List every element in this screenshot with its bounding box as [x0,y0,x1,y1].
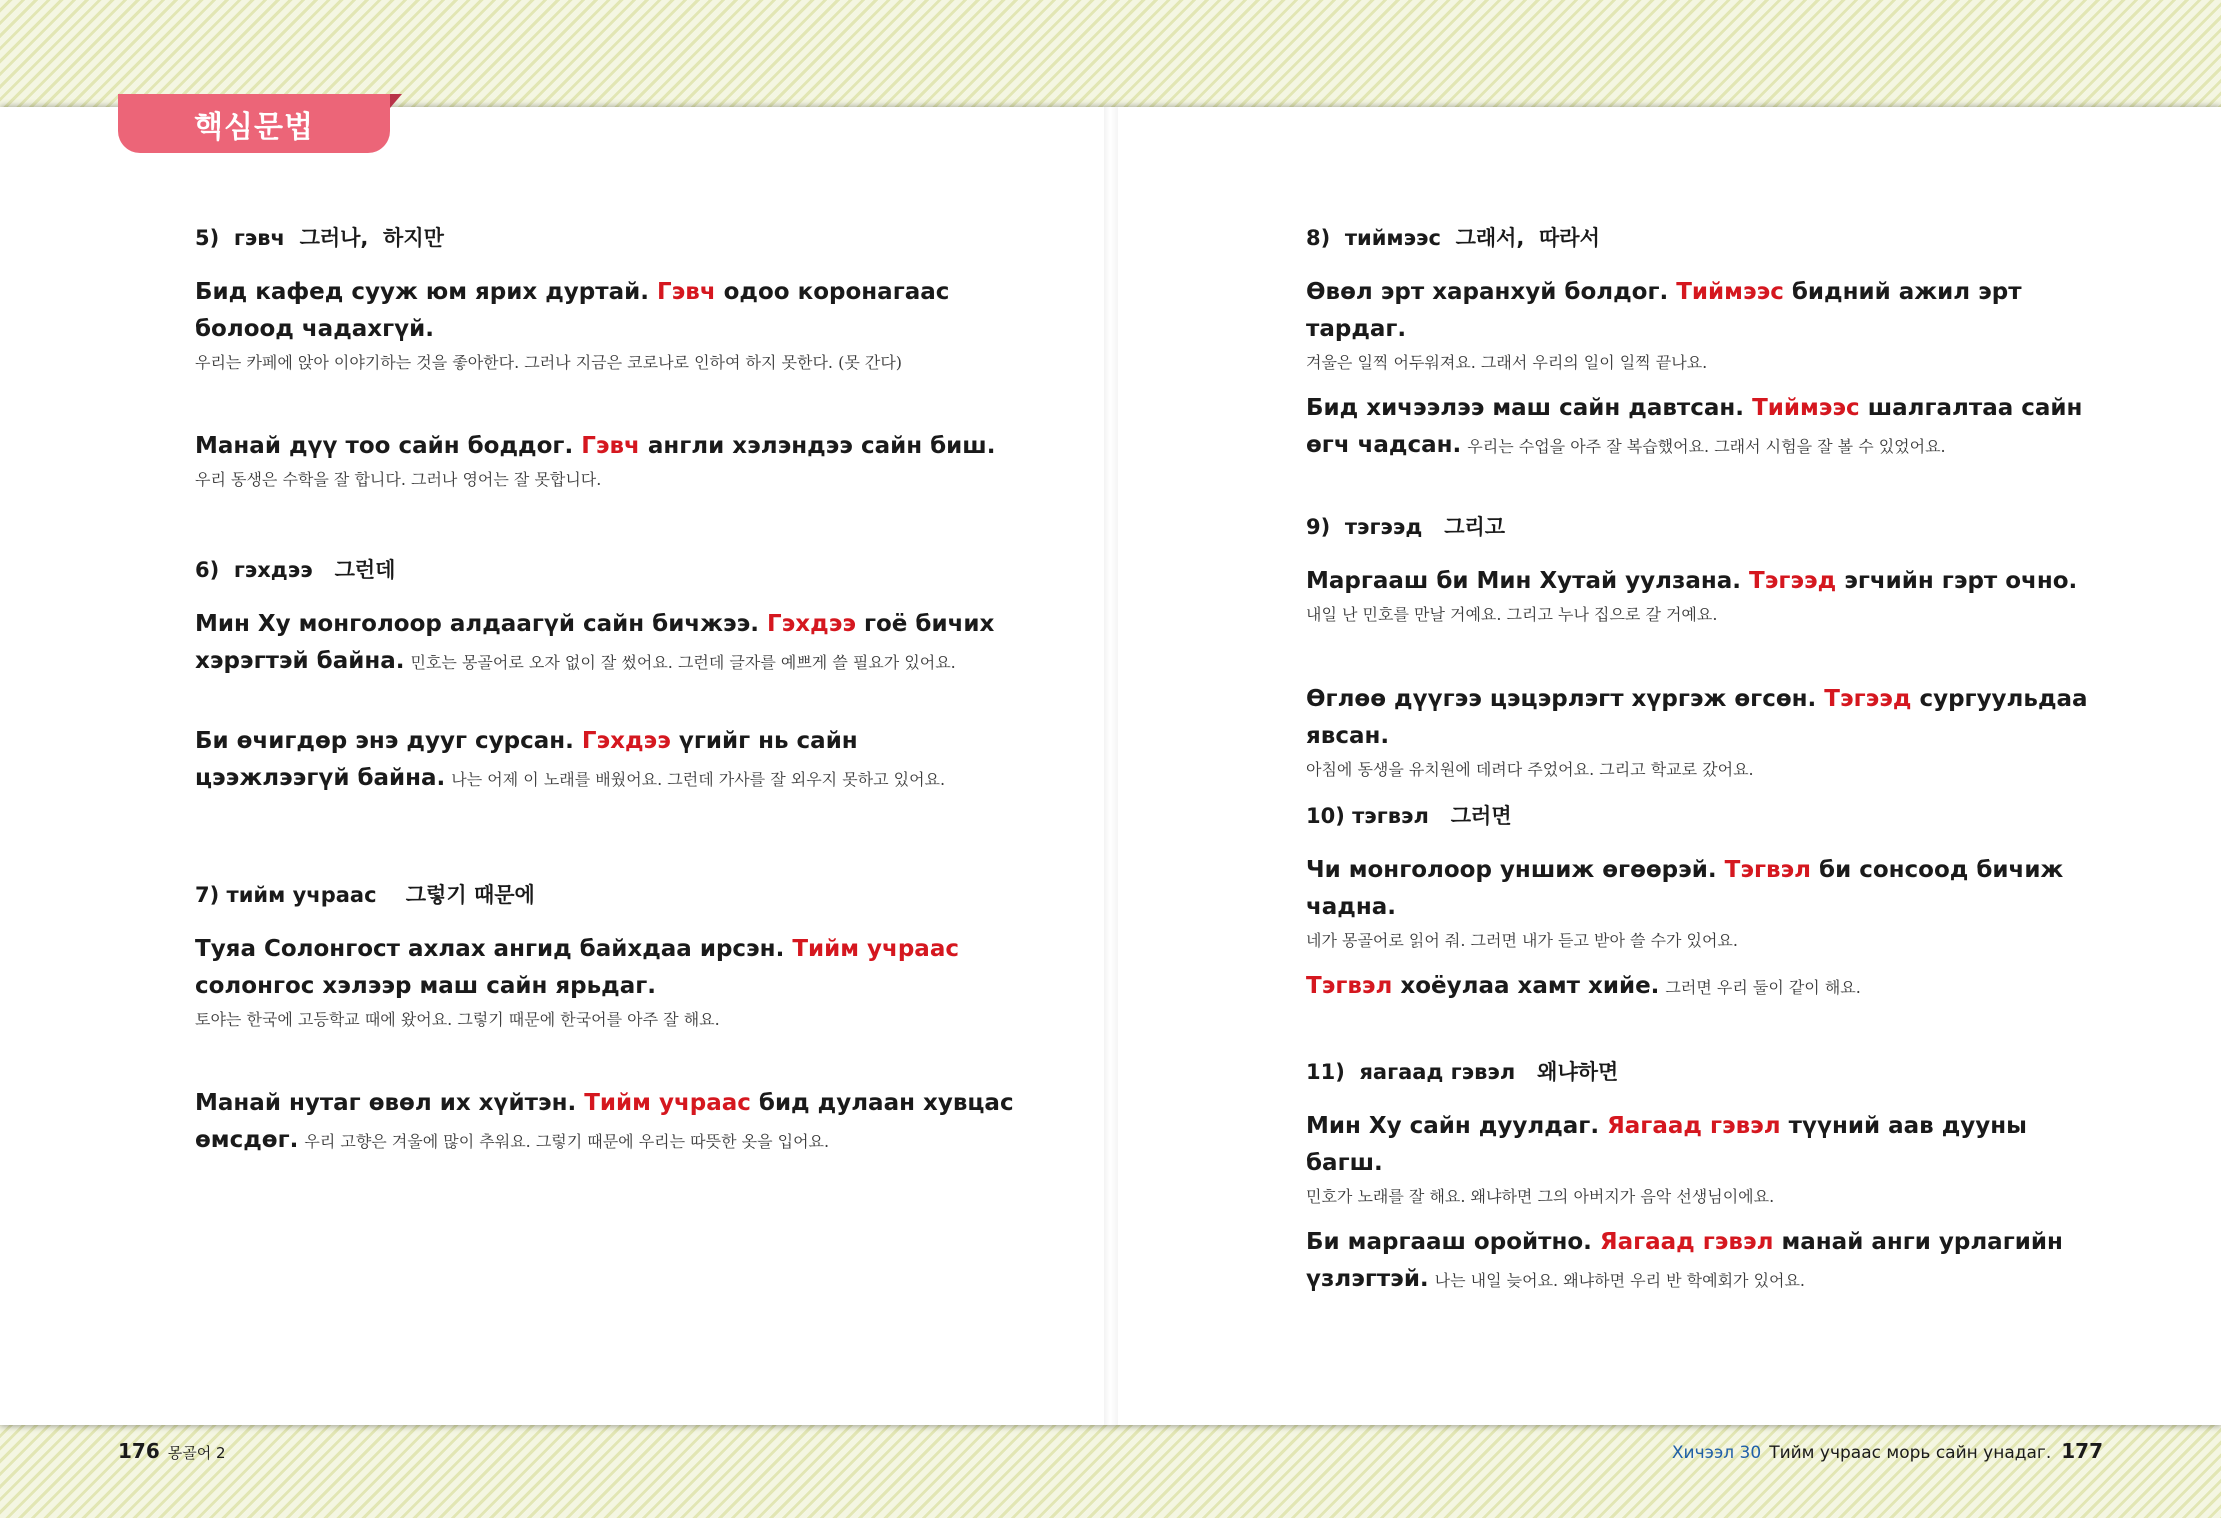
korean-translation: 우리 고향은 겨울에 많이 추워요. 그렇기 때문에 우리는 따뜻한 옷을 입어요. [304,1132,830,1151]
highlighted-conjunction: Тэгвэл [1724,857,1812,883]
highlighted-conjunction: Яагаад гэвэл [1599,1229,1774,1255]
highlighted-conjunction: Тэгээд [1749,568,1837,594]
grammar-heading-10: 10) тэгвэл 그러면 [1306,804,1512,828]
korean-translation: 우리는 카페에 앉아 이야기하는 것을 좋아한다. 그러나 지금은 코로나로 인하여 하지 못한다. (못 간다) [195,353,903,372]
mongolian-sentence: Бид кафед сууж юм ярих дуртай. Гэвч одоо коронагаас болоод чадахгүй. [195,279,950,342]
example-8b [1306,390,2106,464]
korean-translation: 민호가 노래를 잘 해요. 왜냐하면 그의 아버지가 음악 선생님이에요. [1306,1187,1775,1206]
example-7b [195,1085,1015,1159]
mongolian-sentence: Би өчигдөр энэ дууг сурсан. Гэхдээ үгийг нь сайн цээжлээгүй байна. 나는 어제 이 노래를 배웠어요. 그런데 가사를 잘 외우지 못하고 있어요. [195,728,946,791]
mongolian-sentence: Өвөл эрт харанхуй болдог. Тиймээс бидний ажил эрт тардаг. [1306,279,2022,342]
grammar-heading-11: 11) яагаад гэвэл 왜냐하면 [1306,1060,1619,1084]
example-6b [195,723,1015,797]
mongolian-sentence: Туяа Солонгост ахлах ангид байхдаа ирсэн. Тийм учраас солонгос хэлээр маш сайн ярьдаг. [195,936,959,999]
footer-left [118,1436,226,1468]
mongolian-sentence: Мин Ху сайн дуулдаг. Яагаад гэвэл түүний аав дууны багш. [1306,1113,2027,1176]
highlighted-conjunction: Тэгвэл [1306,973,1393,999]
mongolian-sentence: Манай дүү тоо сайн боддог. Гэвч англи хэлэндээ сайн биш. [195,433,996,459]
korean-translation: 우리는 수업을 아주 잘 복습했어요. 그래서 시험을 잘 볼 수 있었어요. [1467,437,1946,456]
mongolian-sentence: Бид хичээлээ маш сайн давтсан. Тиймээс шалгалтаа сайн өгч чадсан. 우리는 수업을 아주 잘 복습했어요. 그래서 시험을 잘 볼 수 있었어요. [1306,395,2083,458]
example-10b [1306,968,2106,1005]
mongolian-sentence: Чи монголоор уншиж өгөөрэй. Тэгвэл би сонсоод бичиж чадна. [1306,857,2064,920]
page-number-right: 177 [2061,1439,2103,1463]
korean-translation: 그러면 우리 둘이 같이 해요. [1665,978,1861,997]
grammar-heading-6: 6) гэхдээ 그런데 [195,558,396,582]
korean-translation: 우리 동생은 수학을 잘 합니다. 그러나 영어는 잘 못합니다. [195,470,602,489]
grammar-heading-9: 9) тэгээд 그리고 [1306,515,1506,539]
highlighted-conjunction: Яагаад гэвэл [1607,1113,1781,1139]
highlighted-conjunction: Тийм учраас [792,936,959,962]
korean-translation: 아침에 동생을 유치원에 데려다 주었어요. 그리고 학교로 갔어요. [1306,760,1754,779]
korean-translation: 민호는 몽골어로 오자 없이 잘 썼어요. 그런데 글자를 예쁘게 쓸 필요가 있어요. [410,653,956,672]
korean-translation: 나는 어제 이 노래를 배웠어요. 그런데 가사를 잘 외우지 못하고 있어요. [451,770,946,789]
example-6a [195,606,1015,680]
example-8a [1306,274,2106,378]
mongolian-sentence: Би маргааш оройтно. Яагаад гэвэл манай анги урлагийн үзлэгтэй. 나는 내일 늦어요. 왜냐하면 우리 반 학예회가 있어요. [1306,1229,2063,1292]
section-badge: 핵심문법 [118,94,390,153]
grammar-heading-7: 7) тийм учраас 그렇기 때문에 [195,883,535,907]
highlighted-conjunction: Тиймээс [1752,395,1860,421]
mongolian-sentence: Өглөө дүүгээ цэцэрлэгт хүргэж өгсөн. Тэгээд сургуульдаа явсан. [1306,686,2088,749]
highlighted-conjunction: Тэгээд [1824,686,1912,712]
badge-fold-decoration [390,94,402,108]
example-5b [195,428,1015,495]
grammar-heading-8: 8) тиймээс 그래서, 따라서 [1306,226,1600,250]
example-5a [195,274,1015,378]
page-number-left: 176 [118,1439,160,1463]
korean-translation: 토야는 한국에 고등학교 때에 왔어요. 그렇기 때문에 한국어를 아주 잘 해요. [195,1010,720,1029]
korean-translation: 나는 내일 늦어요. 왜냐하면 우리 반 학예회가 있어요. [1434,1271,1806,1290]
example-9b [1306,681,2106,785]
example-10a [1306,852,2106,956]
korean-translation: 겨울은 일찍 어두워져요. 그래서 우리의 일이 일찍 끝나요. [1306,353,1708,372]
lesson-label: Хичээл 30 [1671,1443,1762,1463]
korean-translation: 내일 난 민호를 만날 거예요. 그리고 누나 집으로 갈 거예요. [1306,605,1718,624]
highlighted-conjunction: Гэхдээ [767,611,856,637]
lesson-title: Тийм учраас морь сайн унадаг. [1769,1443,2052,1463]
mongolian-sentence: Маргааш би Мин Хутай уулзана. Тэгээд эгчийн гэрт очно. [1306,568,2078,594]
korean-translation: 네가 몽골어로 읽어 줘. 그러면 내가 듣고 받아 쓸 수가 있어요. [1306,931,1738,950]
highlighted-conjunction: Гэвч [581,433,640,459]
example-11b [1306,1224,2106,1298]
mongolian-sentence: Мин Ху монголоор алдаагүй сайн бичжээ. Гэхдээ гоё бичих хэрэгтэй байна. 민호는 몽골어로 오자 없이 잘 썼어요. 그런데 글자를 예쁘게 쓸 필요가 있어요. [195,611,995,674]
highlighted-conjunction: Гэхдээ [581,728,671,754]
book-gutter [1104,107,1118,1425]
mongolian-sentence: Манай нутаг өвөл их хүйтэн. Тийм учраас бид дулаан хувцас өмсдөг. 우리 고향은 겨울에 많이 추워요. 그렇기 때문에 우리는 따뜻한 옷을 입어요. [195,1090,1014,1153]
example-11a [1306,1108,2106,1212]
highlighted-conjunction: Гэвч [656,279,716,305]
highlighted-conjunction: Тиймээс [1676,279,1784,305]
footer-right [1672,1436,2103,1468]
example-7a [195,931,1015,1035]
book-title: 몽골어 2 [167,1444,226,1462]
highlighted-conjunction: Тийм учраас [584,1090,751,1116]
example-9a [1306,563,2106,630]
mongolian-sentence: Тэгвэл хоёулаа хамт хийе. 그러면 우리 둘이 같이 해요. [1306,973,1861,999]
grammar-heading-5: 5) гэвч 그러나, 하지만 [195,226,444,250]
